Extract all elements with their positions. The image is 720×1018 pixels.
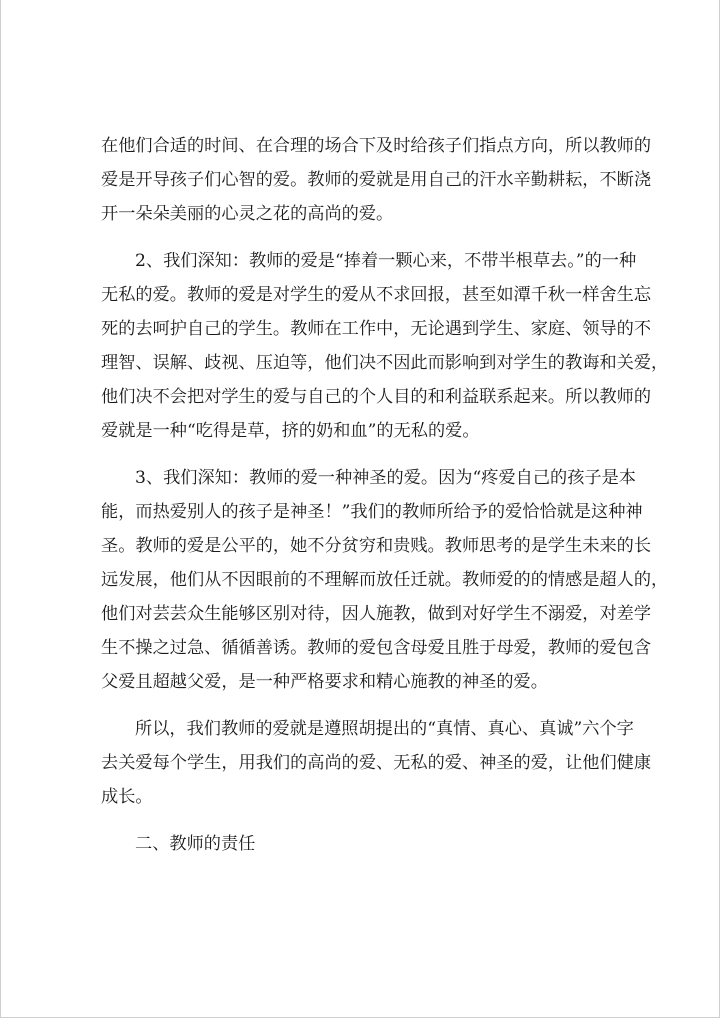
document-body — [101, 129, 669, 874]
text-line: 他们决不会把对学生的爱与自己的个人目的和利益联系起来。所以教师的 — [101, 387, 652, 407]
text-line: 爱是开导孩子们心智的爱。教师的爱就是用自己的汗水辛勤耕耘，不断浇 — [101, 170, 652, 190]
text-line: 去关爱每个学生，用我们的高尚的爱、无私的爱、神圣的爱，让他们健康 — [101, 753, 652, 773]
text-line: 父爱且超越父爱，是一种严格要求和精心施教的神圣的爱。 — [101, 672, 548, 692]
text-line: 远发展，他们从不因眼前的不理解而放任迁就。教师爱的的情感是超人的， — [101, 570, 669, 590]
text-line: 他们对芸芸众生能够区别对待，因人施教，做到对好学生不溺爱，对差学 — [101, 604, 652, 624]
text-line: 死的去呵护自己的学生。教师在工作中，无论遇到学生、家庭、领导的不 — [101, 319, 652, 339]
section-heading — [101, 827, 621, 861]
text-line: 在他们合适的时间、在合理的场合下及时给孩子们指点方向，所以教师的 — [101, 136, 652, 156]
text-line: 3、我们深知：教师的爱一种神圣的爱。因为“疼爱自己的孩子是本 — [135, 468, 636, 488]
paragraph-4 — [101, 712, 652, 814]
text-line: 无私的爱。教师的爱是对学生的爱从不求回报，甚至如潭千秋一样舍生忘 — [101, 285, 652, 305]
heading-line: 二、教师的责任 — [135, 834, 256, 854]
paragraph-3 — [101, 461, 669, 699]
paragraph-1 — [101, 129, 652, 231]
text-line: 开一朵朵美丽的心灵之花的高尚的爱。 — [101, 204, 394, 224]
text-line: 爱就是一种“吃得是草，挤的奶和血”的无私的爱。 — [101, 421, 480, 441]
text-line: 理智、误解、歧视、压迫等，他们决不因此而影响到对学生的教诲和关爱， — [101, 353, 669, 373]
text-line: 成长。 — [101, 787, 153, 807]
text-line: 能，而热爱别人的孩子是神圣！”我们的教师所给予的爱恰恰就是这种神 — [101, 502, 643, 522]
text-line: 2、我们深知：教师的爱是“捧着一颗心来，不带半根草去。”的一种 — [135, 251, 637, 271]
text-line: 所以，我们教师的爱就是遵照胡提出的“真情、真心、真诚”六个字 — [135, 719, 634, 739]
paragraph-2 — [101, 244, 669, 448]
text-line: 生不操之过急、循循善诱。教师的爱包含母爱且胜于母爱，教师的爱包含 — [101, 638, 652, 658]
text-line: 圣。教师的爱是公平的，她不分贫穷和贵贱。教师思考的是学生未来的长 — [101, 536, 652, 556]
